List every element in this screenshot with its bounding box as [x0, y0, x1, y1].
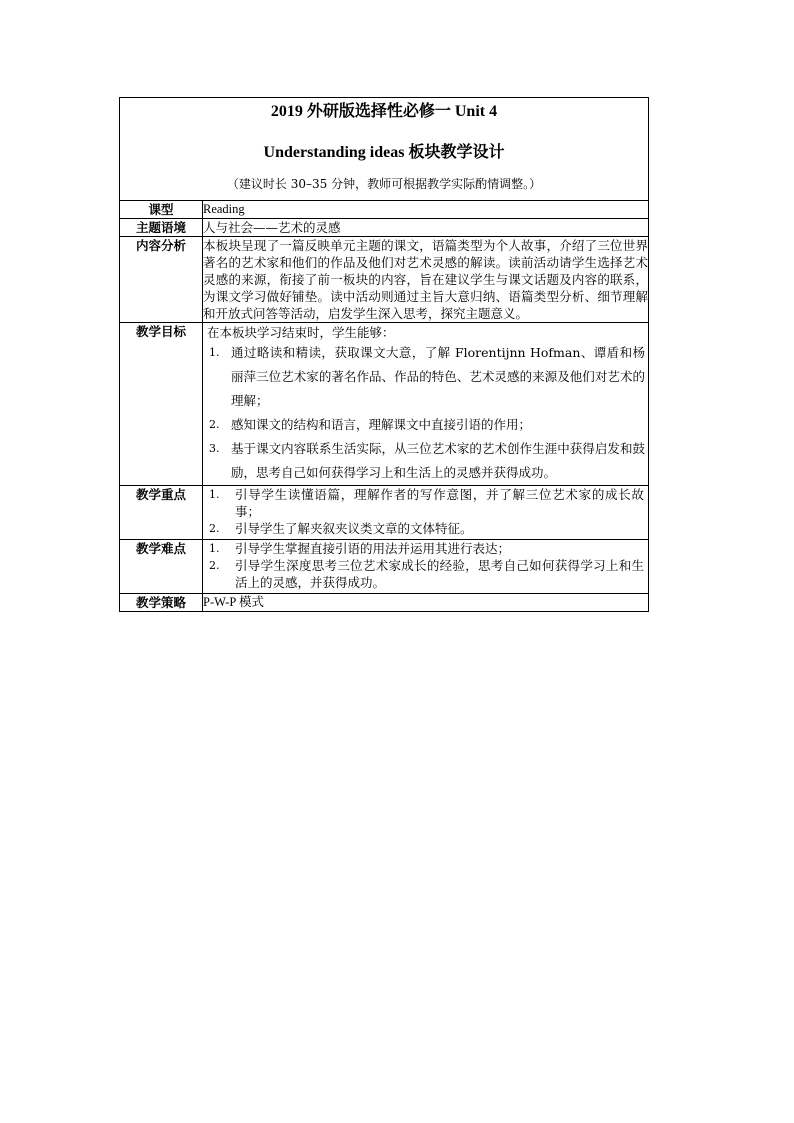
- list-number: 3.: [209, 442, 220, 455]
- key-points-label: 教学重点: [120, 486, 203, 540]
- list-text: 基于课文内容联系生活实际，从三位艺术家的艺术创作生涯中获得启发和鼓励，思考自己如何获得学习上和生活上的灵感并获得成功。: [231, 441, 645, 480]
- row-theme: [120, 219, 649, 237]
- row-objectives: [120, 323, 649, 486]
- list-text: 引导学生读懂语篇，理解作者的写作意图，并了解三位艺术家的成长故事；: [235, 487, 644, 519]
- list-number: 1.: [209, 488, 220, 501]
- theme-value: 人与社会——艺术的灵感: [203, 219, 649, 237]
- theme-label: 主题语境: [120, 219, 203, 237]
- document-title: 2019 外研版选择性必修一 Unit 4: [270, 103, 498, 120]
- table-header-row: [120, 98, 649, 201]
- document-subtitle: Understanding ideas 板块教学设计: [263, 144, 505, 161]
- list-item: [203, 486, 644, 520]
- row-lesson-type: [120, 201, 649, 219]
- duration-note: （建议时长 30–35 分钟，教师可根据教学实际酌情调整。）: [226, 177, 542, 191]
- list-text: 引导学生掌握直接引语的用法并运用其进行表达；: [235, 541, 511, 556]
- difficulties-list: [203, 540, 648, 593]
- list-number: 2.: [209, 522, 220, 535]
- row-difficulties: [120, 540, 649, 594]
- objectives-label: 教学目标: [120, 323, 203, 486]
- list-number: 1.: [209, 542, 220, 555]
- list-text: 引导学生了解夹叙夹议类文章的文体特征。: [235, 521, 473, 536]
- list-text: 通过略读和精读，获取课文大意，了解 Florentijnn Hofman、谭盾和杨丽萍三位艺术家的著名作品、作品的特色、艺术灵感的来源及他们对艺术的理解；: [231, 345, 645, 408]
- lesson-type-value: Reading: [203, 201, 649, 219]
- difficulties-cell: [203, 540, 649, 594]
- difficulties-label: 教学难点: [120, 540, 203, 594]
- list-item: [203, 413, 645, 437]
- list-number: 1.: [209, 346, 220, 359]
- list-item: [203, 520, 644, 537]
- row-content-analysis: [120, 237, 649, 323]
- key-points-cell: [203, 486, 649, 540]
- list-item: [203, 341, 645, 413]
- objectives-list: [203, 341, 648, 485]
- lesson-plan-table: [119, 97, 649, 612]
- row-strategy: [120, 594, 649, 612]
- list-text: 引导学生深度思考三位艺术家成长的经验，思考自己如何获得学习上和生活上的灵感，并获得成功。: [235, 558, 644, 590]
- lesson-type-label: 课型: [120, 201, 203, 219]
- strategy-label: 教学策略: [120, 594, 203, 612]
- list-text: 感知课文的结构和语言，理解课文中直接引语的作用；: [231, 417, 532, 432]
- list-number: 2.: [209, 418, 220, 431]
- objectives-intro: 在本板块学习结束时，学生能够：: [207, 325, 395, 340]
- list-item: [203, 540, 644, 557]
- strategy-value: P-W-P 模式: [203, 594, 649, 612]
- content-analysis-label: 内容分析: [120, 237, 203, 323]
- content-analysis-value: 本板块呈现了一篇反映单元主题的课文，语篇类型为个人故事，介绍了三位世界著名的艺术家和他们的作品及他们对艺术灵感的解读。读前活动请学生选择艺术灵感的来源，衔接了前一板块的内容，旨在建议学生与课文话题及内容的联系，为课文学习做好铺垫。读中活动则通过主旨大意归纳、语篇类型分析、细节理解和开放式问答等活动，启发学生深入思考，探究主题意义。: [203, 238, 648, 321]
- objectives-cell: [203, 323, 649, 486]
- list-item: [203, 437, 645, 485]
- header-cell: [120, 98, 649, 201]
- key-points-list: [203, 486, 648, 539]
- row-key-points: [120, 486, 649, 540]
- list-item: [203, 557, 644, 591]
- list-number: 2.: [209, 559, 220, 572]
